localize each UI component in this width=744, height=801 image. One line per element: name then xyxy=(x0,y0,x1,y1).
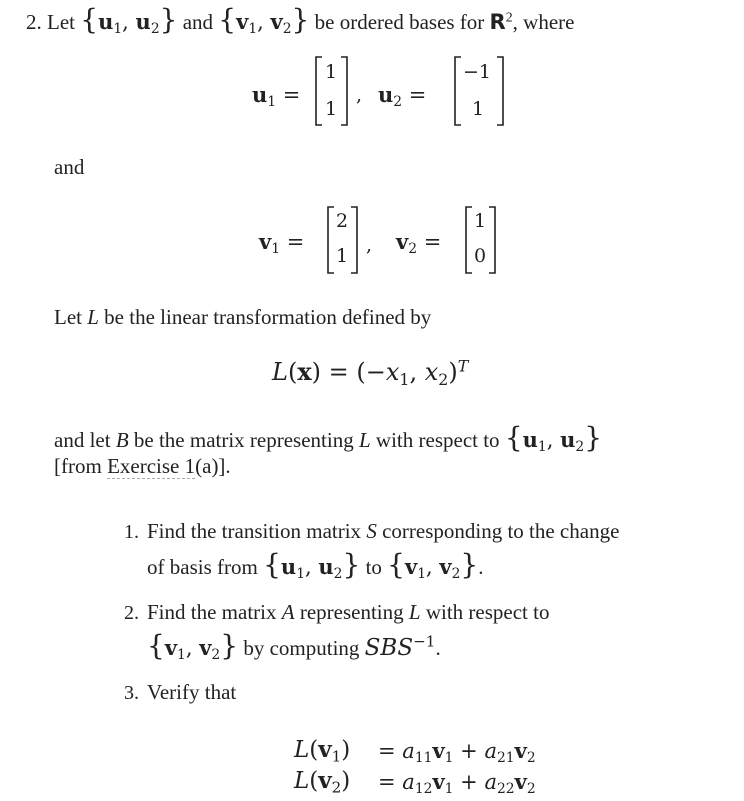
v-separator-comma: , xyxy=(366,234,373,256)
exercise-1-link[interactable]: Exercise 1 xyxy=(107,454,196,478)
u2-entry-2: 1 xyxy=(471,98,485,120)
b-symbol: B xyxy=(115,428,129,452)
v2-right-bracket xyxy=(488,206,498,274)
u2-label: $u_2$ = xyxy=(378,82,427,111)
u1-right-bracket xyxy=(340,56,350,126)
v2-entry-1: 1 xyxy=(473,210,487,232)
u1-label: $u_1$ = xyxy=(252,82,301,111)
transformation-definition: $L(x) = (-x_1$, $x_2)^T$ xyxy=(272,356,469,389)
intro-and: and xyxy=(182,10,214,34)
subpart-1-number: 1. xyxy=(124,521,139,543)
matrix-b-sentence: and let B be the matrix representing L with respect to {$u_1$, $u_2$} xyxy=(54,421,603,456)
subpart-2-line-1: Find the matrix A representing L with respect to xyxy=(147,600,550,624)
v1-entry-1: 2 xyxy=(335,210,349,232)
u1-entry-2: 1 xyxy=(324,98,338,120)
equation-1-lhs: $L(v_1)$ xyxy=(294,736,351,766)
s-symbol: S xyxy=(366,519,377,543)
equation-2-rhs: = $a_{12}v_1 + a_{22}v_2$ xyxy=(378,769,536,798)
v-basis-set: {$v_1$, $v_2$} xyxy=(218,3,310,38)
l-symbol: L xyxy=(87,305,99,329)
exercise-reference: [from Exercise 1(a)]. xyxy=(54,454,231,478)
subpart-1-line-1: Find the transition matrix S corresponding to the change xyxy=(147,519,620,543)
transformation-sentence: Let L be the linear transformation defined by xyxy=(54,305,432,329)
subpart-3-text: Verify that xyxy=(147,680,237,704)
a-symbol: A xyxy=(281,600,295,624)
sbs-inverse-product: $SBS^{-1}$ xyxy=(364,632,436,661)
and-text: and xyxy=(54,155,85,179)
to-basis-set: {$v_1$, $v_2$} xyxy=(387,548,479,583)
intro-suffix: be ordered bases for xyxy=(314,10,485,34)
subpart-3-number: 3. xyxy=(124,682,139,704)
equation-2-lhs: $L(v_2)$ xyxy=(294,767,351,797)
v1-label: $v_1$ = xyxy=(259,229,305,258)
v1-right-bracket xyxy=(350,206,360,274)
v-basis-set-2: {$v_1$, $v_2$} xyxy=(147,629,239,664)
u2-entry-1: −1 xyxy=(462,61,491,83)
v2-entry-2: 0 xyxy=(473,245,487,267)
problem-statement xyxy=(26,3,575,38)
subpart-2-line-2: {$v_1$, $v_2$} by computing $SBS^{-1}$. xyxy=(147,629,441,664)
v1-entry-2: 1 xyxy=(335,245,349,267)
u-basis-set-2: {$u_1$, $u_2$} xyxy=(504,421,603,456)
from-basis-set: {$u_1$, $u_2$} xyxy=(263,548,361,583)
u-separator-comma: , xyxy=(356,84,363,106)
intro-tail: , where xyxy=(512,10,575,34)
u2-right-bracket xyxy=(496,56,506,126)
problem-number: 2. xyxy=(26,10,42,34)
u1-entry-1: 1 xyxy=(324,61,338,83)
u-basis-set: {$u_1$, $u_2$} xyxy=(80,3,178,38)
subpart-2-number: 2. xyxy=(124,602,139,624)
subpart-1-line-2: of basis from {$u_1$, $u_2$} to {$v_1$, $v_2$}. xyxy=(147,548,484,583)
v2-label: $v_2$ = xyxy=(396,229,442,258)
equation-1-rhs: = $a_{11}v_1 + a_{21}v_2$ xyxy=(378,738,536,767)
space-symbol: $R^2$ xyxy=(489,9,513,34)
intro-prefix: Let xyxy=(47,10,75,34)
